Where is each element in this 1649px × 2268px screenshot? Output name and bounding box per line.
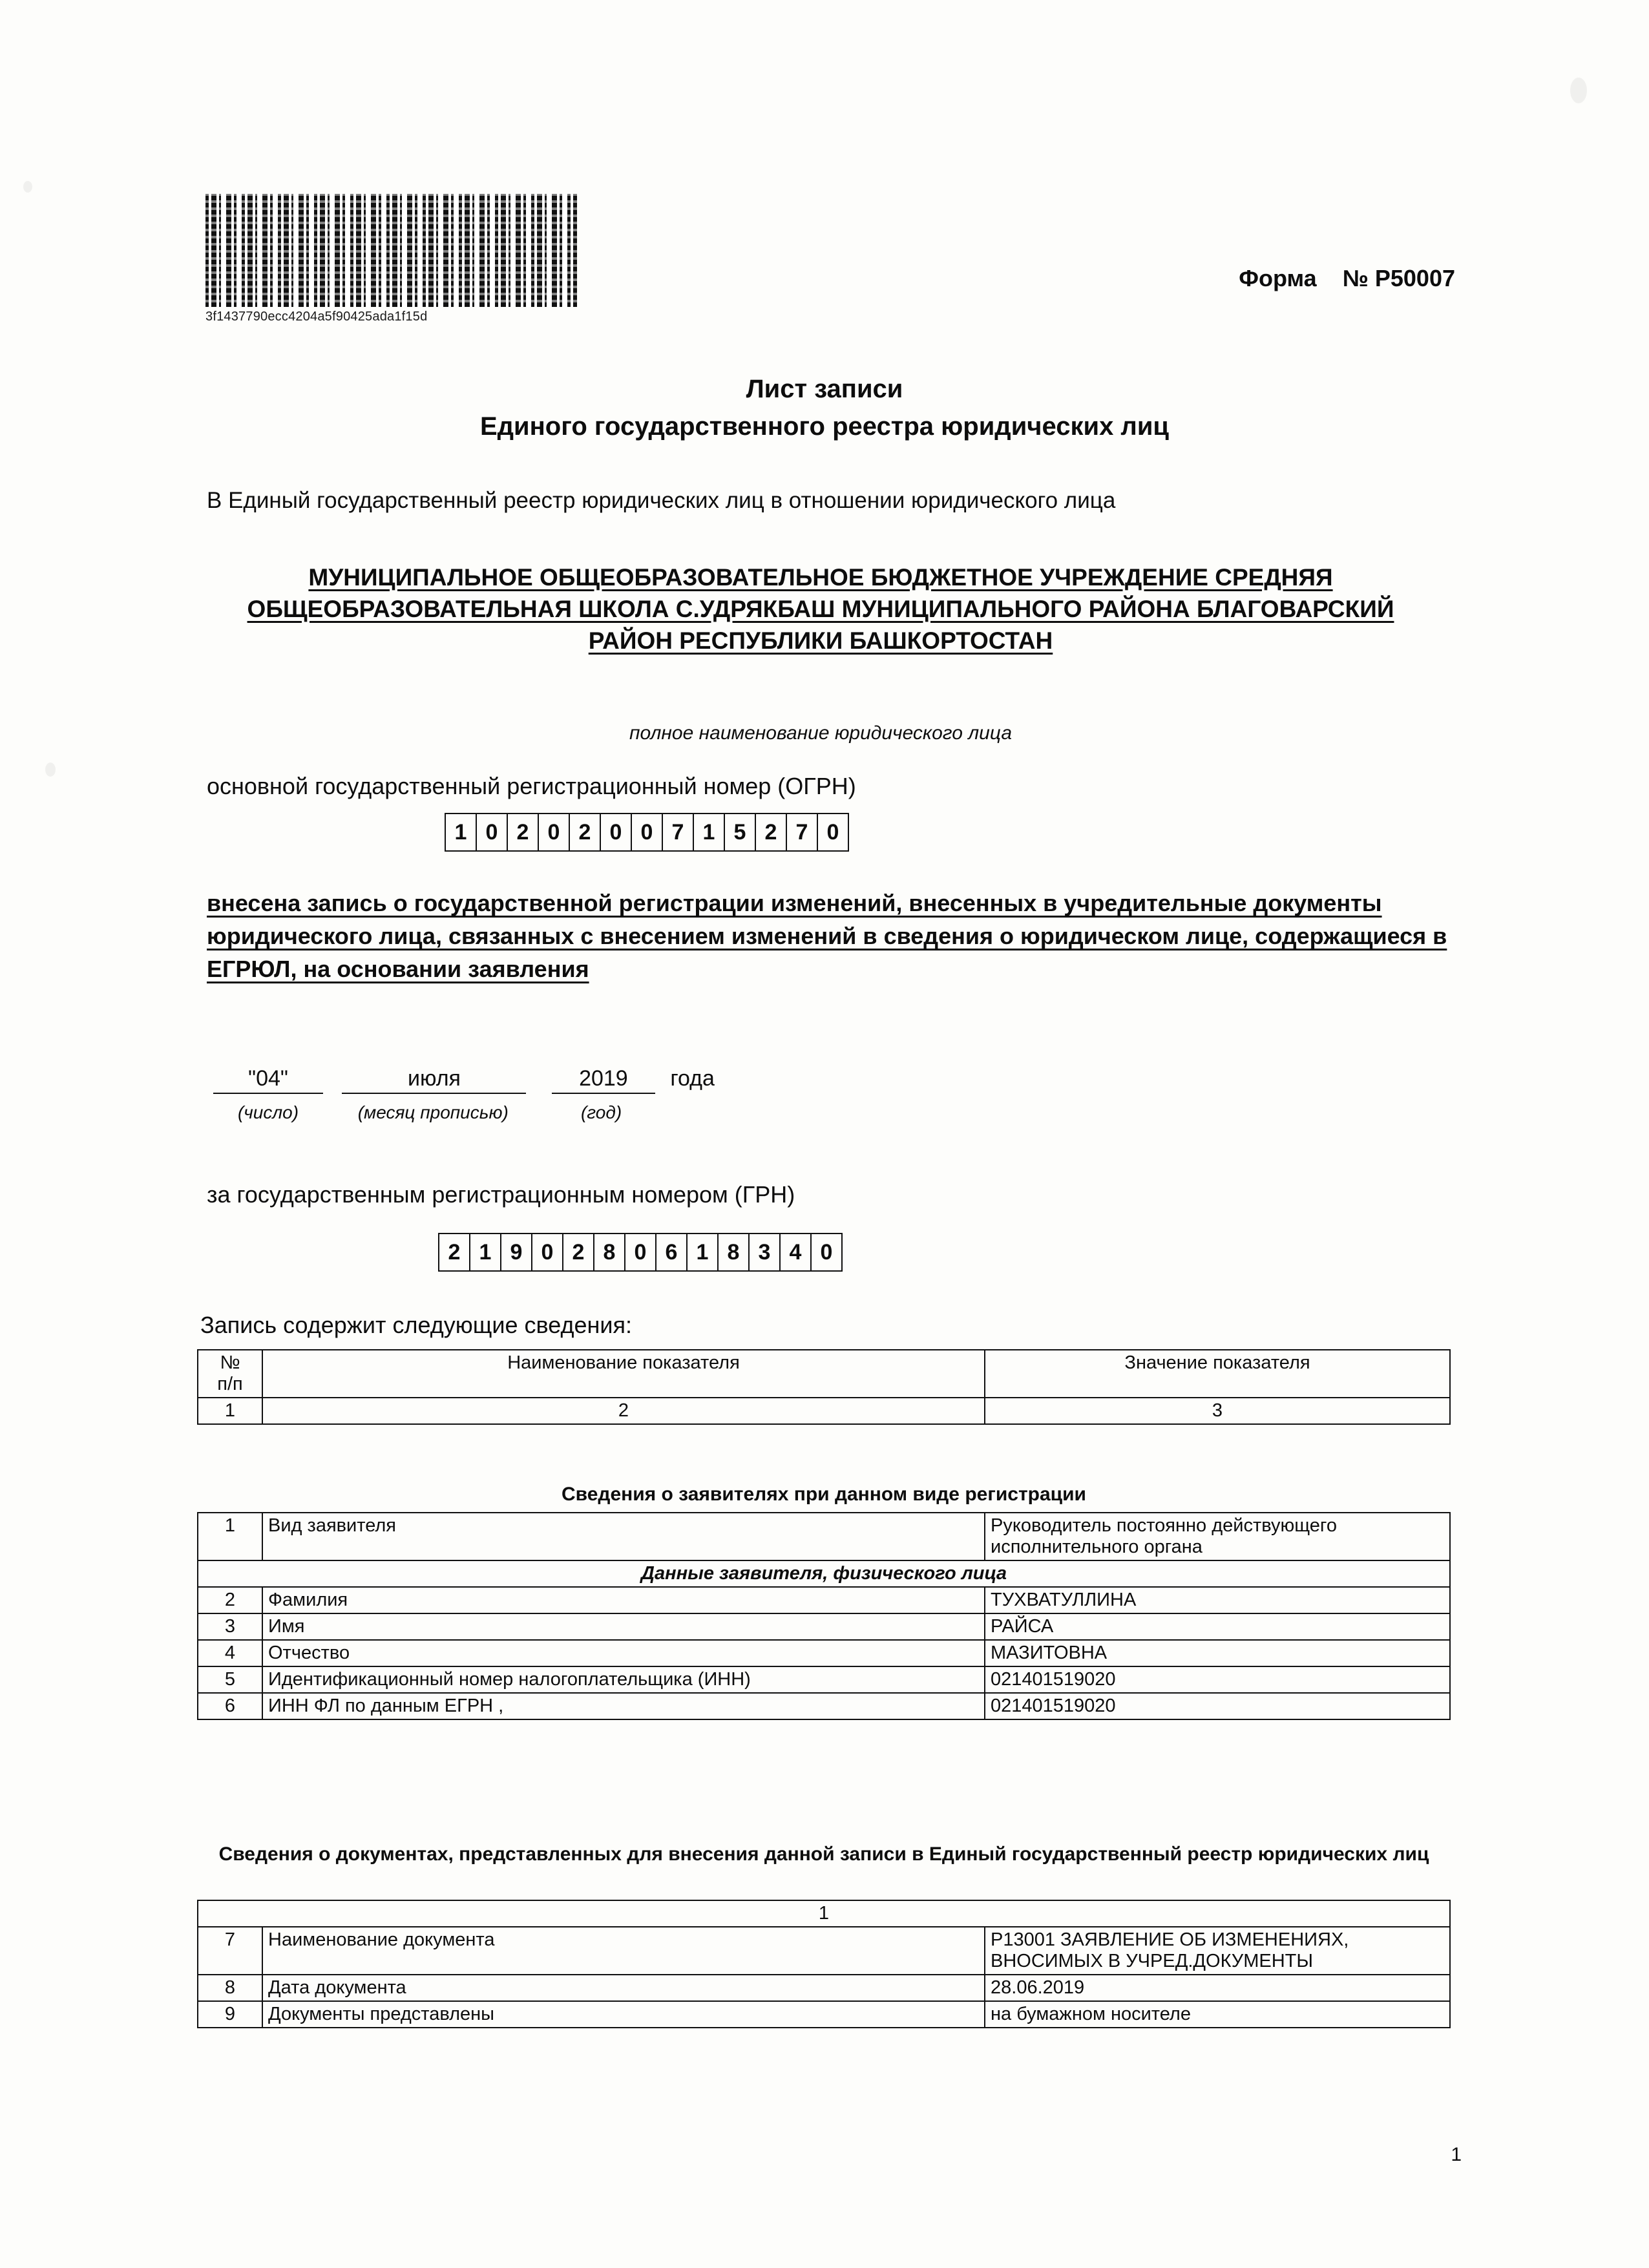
form-number (1239, 265, 1455, 292)
table-row (198, 1640, 1450, 1666)
cell-indicator-name: Наименование документа (262, 1927, 985, 1975)
cell-indicator-value: РАЙСА (985, 1613, 1450, 1640)
cell-row-number: 9 (198, 2001, 262, 2028)
cell-indicator-name: ИНН ФЛ по данным ЕГРН , (262, 1693, 985, 1719)
table-row (198, 1613, 1450, 1640)
page-number: 1 (1451, 2144, 1462, 2165)
header-num-1: 1 (198, 1398, 262, 1424)
cell-indicator-value: ТУХВАТУЛЛИНА (985, 1587, 1450, 1613)
cell-indicator-name: Дата документа (262, 1975, 985, 2001)
organization-name: МУНИЦИПАЛЬНОЕ ОБЩЕОБРАЗОВАТЕЛЬНОЕ БЮДЖЕТНОЕ УЧРЕЖДЕНИЕ СРЕДНЯЯ ОБЩЕОБРАЗОВАТЕЛЬНАЯ ШКОЛА С.УДРЯКБАШ МУНИЦИПАЛЬНОГО РАЙОНА БЛАГОВАРСКИЙ РАЙОН РЕСПУБЛИКИ БАШКОРТОСТАН (247, 564, 1394, 654)
header-num-3: 3 (985, 1398, 1450, 1424)
header-no-line1: № (220, 1352, 240, 1373)
digit-cell: 0 (532, 1234, 563, 1270)
registration-date-row (213, 1066, 989, 1094)
grn-label: за государственным регистрационным номером (ГРН) (207, 1181, 795, 1208)
record-contains-label: Запись содержит следующие сведения: (200, 1312, 632, 1338)
cell-indicator-name: Имя (262, 1613, 985, 1640)
cell-indicator-value: Руководитель постоянно действующего исполнительного органа (985, 1513, 1450, 1560)
table-row (198, 1560, 1450, 1587)
cell-row-number: 1 (198, 1513, 262, 1560)
page-subtitle: Единого государственного реестра юридических лиц (479, 412, 1170, 441)
page-title: Лист записи (746, 375, 903, 403)
digit-cell: 6 (656, 1234, 688, 1270)
scan-artifact (45, 762, 56, 777)
cell-row-number: 8 (198, 1975, 262, 2001)
digit-cell: 0 (477, 814, 508, 850)
digit-cell: 1 (688, 1234, 719, 1270)
header-no-line2: п/п (217, 1374, 243, 1394)
date-year-suffix: года (670, 1066, 715, 1091)
barcode-block (205, 194, 577, 324)
cell-row-number: 7 (198, 1927, 262, 1975)
barcode-image (205, 194, 577, 307)
table-row (198, 1513, 1450, 1560)
cell-indicator-value: 021401519020 (985, 1666, 1450, 1693)
digit-cell: 5 (725, 814, 756, 850)
digit-cell: 1 (446, 814, 477, 850)
table-column-headers (197, 1349, 1451, 1425)
table-subheader: Данные заявителя, физического лица (198, 1560, 1450, 1587)
digit-cell: 9 (501, 1234, 532, 1270)
date-month-caption: (месяц прописью) (357, 1102, 509, 1122)
intro-text: В Единый государственный реестр юридических лиц в отношении юридического лица (207, 488, 1116, 513)
ogrn-digit-boxes (445, 813, 849, 852)
table-row (198, 1350, 1450, 1398)
digit-cell: 0 (826, 819, 839, 845)
digit-cell: 0 (820, 1239, 833, 1265)
cell-indicator-name: Документы представлены (262, 2001, 985, 2028)
cell-row-number: 5 (198, 1666, 262, 1693)
digit-cell: 8 (594, 1234, 625, 1270)
table-group-number: 1 (198, 1900, 1450, 1927)
digit-cell: 7 (787, 814, 818, 850)
digit-cell: 3 (750, 1234, 781, 1270)
table-row (198, 1398, 1450, 1424)
cell-indicator-name: Вид заявителя (262, 1513, 985, 1560)
cell-indicator-name: Фамилия (262, 1587, 985, 1613)
form-label: Форма (1239, 265, 1317, 291)
form-number-value: № Р50007 (1342, 265, 1455, 291)
table-row (198, 1666, 1450, 1693)
digit-cell: 0 (539, 814, 570, 850)
cell-indicator-value: МАЗИТОВНА (985, 1640, 1450, 1666)
table-applicants (197, 1512, 1451, 1720)
digit-cell: 1 (694, 814, 725, 850)
cell-indicator-value: 28.06.2019 (985, 1975, 1450, 2001)
section-title-documents: Сведения о документах, представленных для внесения данной записи в Единый государственный реестр юридических лиц (218, 1843, 1429, 1865)
date-day-caption: (число) (237, 1102, 299, 1122)
table-row (198, 2001, 1450, 2028)
record-statement: внесена запись о государственной регистрации изменений, внесенных в учредительные документы юридического лица, связанных с внесением изменений в сведения о юридическом лице, содержащиеся в ЕГРЮЛ, на основании заявления (207, 890, 1447, 983)
header-cell-no (198, 1350, 262, 1398)
table-row (198, 1927, 1450, 1975)
date-year: 2019 (552, 1066, 655, 1094)
organization-name-caption: полное наименование юридического лица (629, 722, 1013, 744)
cell-indicator-name: Отчество (262, 1640, 985, 1666)
scan-artifact (1570, 78, 1587, 103)
digit-cell: 2 (508, 814, 539, 850)
digit-cell: 1 (470, 1234, 501, 1270)
section-title-applicants: Сведения о заявителях при данном виде регистрации (562, 1484, 1086, 1505)
header-cell-value: Значение показателя (985, 1350, 1450, 1398)
digit-cell: 0 (601, 814, 632, 850)
header-cell-name: Наименование показателя (262, 1350, 985, 1398)
cell-row-number: 4 (198, 1640, 262, 1666)
table-row (198, 1900, 1450, 1927)
table-documents (197, 1900, 1451, 2028)
scan-artifact (23, 181, 32, 193)
barcode-value: 3f1437790ecc4204a5f90425ada1f15d (205, 310, 428, 324)
date-year-caption: (год) (580, 1102, 622, 1122)
digit-cell: 4 (781, 1234, 812, 1270)
cell-row-number: 6 (198, 1693, 262, 1719)
cell-row-number: 2 (198, 1587, 262, 1613)
digit-cell: 0 (632, 814, 663, 850)
table-row (198, 1587, 1450, 1613)
cell-indicator-value: Р13001 ЗАЯВЛЕНИЕ ОБ ИЗМЕНЕНИЯХ, ВНОСИМЫХ В УЧРЕД.ДОКУМЕНТЫ (985, 1927, 1450, 1975)
registration-date-captions (213, 1102, 989, 1123)
header-num-2: 2 (262, 1398, 985, 1424)
ogrn-label: основной государственный регистрационный номер (ОГРН) (207, 773, 856, 799)
digit-cell: 8 (719, 1234, 750, 1270)
cell-indicator-name: Идентификационный номер налогоплательщика (ИНН) (262, 1666, 985, 1693)
table-row (198, 1693, 1450, 1719)
table-row (198, 1975, 1450, 2001)
digit-cell: 7 (663, 814, 694, 850)
cell-indicator-value: 021401519020 (985, 1693, 1450, 1719)
cell-row-number: 3 (198, 1613, 262, 1640)
digit-cell: 2 (570, 814, 601, 850)
cell-indicator-value: на бумажном носителе (985, 2001, 1450, 2028)
date-month: июля (342, 1066, 526, 1094)
digit-cell: 2 (563, 1234, 594, 1270)
date-day: "04" (213, 1066, 323, 1094)
digit-cell: 2 (756, 814, 787, 850)
grn-digit-boxes (438, 1233, 843, 1272)
digit-cell: 2 (439, 1234, 470, 1270)
digit-cell: 0 (625, 1234, 656, 1270)
